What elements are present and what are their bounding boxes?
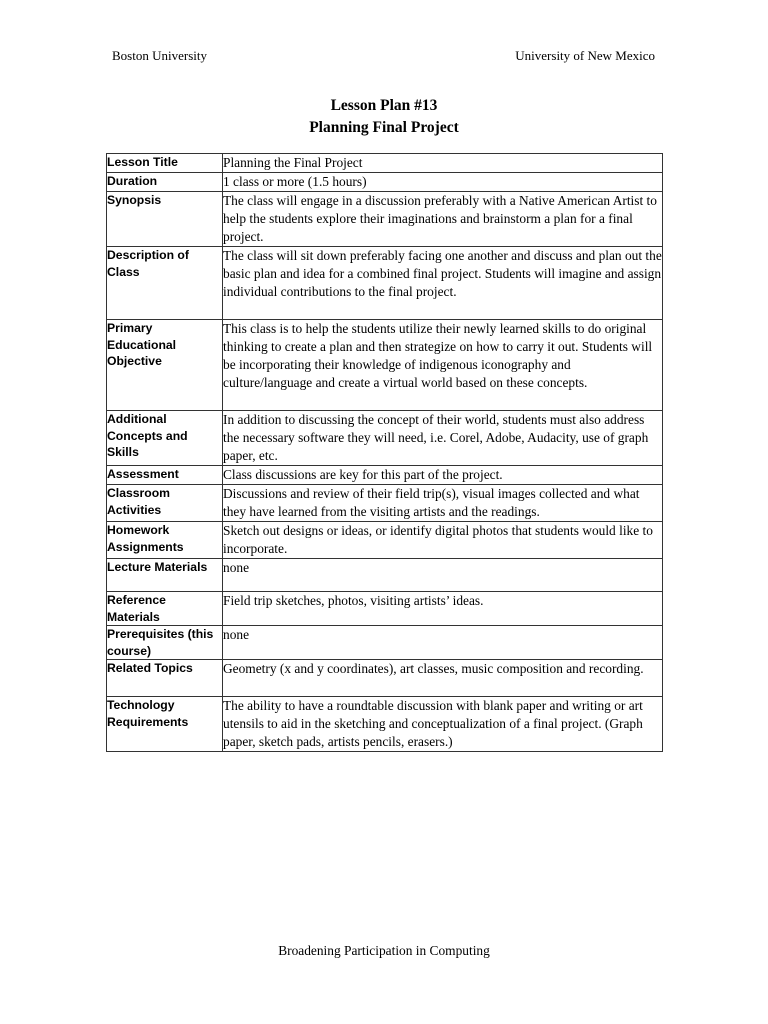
table-row — [107, 485, 663, 522]
table-row — [107, 320, 663, 411]
title-line-1: Lesson Plan #13 — [330, 97, 438, 114]
row-label: Prerequisites (this course) — [107, 626, 223, 660]
row-label: Lesson Title — [107, 154, 223, 173]
row-value: In addition to discussing the concept of their world, students must also address the necessary software they will need, i.e. Corel, Adobe, Audacity, use of graph paper, etc. — [223, 411, 663, 466]
table-row — [107, 522, 663, 559]
row-value: Planning the Final Project — [223, 154, 663, 173]
header-right-institution: University of New Mexico — [515, 48, 655, 63]
row-label: Homework Assignments — [107, 522, 223, 559]
row-label: Duration — [107, 173, 223, 192]
page-footer: Broadening Participation in Computing — [278, 943, 490, 958]
table-row — [107, 626, 663, 660]
row-label: Lecture Materials — [107, 559, 223, 592]
row-label: Description of Class — [107, 247, 223, 320]
title-line-2: Planning Final Project — [309, 119, 459, 136]
table-row — [107, 247, 663, 320]
lesson-plan-table — [106, 153, 663, 752]
document-title — [0, 95, 768, 139]
table-row — [107, 559, 663, 592]
row-value: Discussions and review of their field trip(s), visual images collected and what they have learned from the visiting artists and the readings. — [223, 485, 663, 522]
table-row — [107, 173, 663, 192]
table-row — [107, 154, 663, 173]
table-row — [107, 411, 663, 466]
row-label: Assessment — [107, 466, 223, 485]
row-label: Related Topics — [107, 660, 223, 697]
row-label: Reference Materials — [107, 592, 223, 626]
table-row — [107, 697, 663, 752]
row-value: 1 class or more (1.5 hours) — [223, 173, 663, 192]
table-row — [107, 592, 663, 626]
row-value: Field trip sketches, photos, visiting artists’ ideas. — [223, 592, 663, 626]
row-value: Geometry (x and y coordinates), art classes, music composition and recording. — [223, 660, 663, 697]
table-row — [107, 466, 663, 485]
row-value: The ability to have a roundtable discussion with blank paper and writing or art utensils to aid in the sketching and conceptualization of a final project. (Graph paper, sketch pads, artists pencils, erasers.) — [223, 697, 663, 752]
table-row — [107, 192, 663, 247]
row-label: Synopsis — [107, 192, 223, 247]
row-value: This class is to help the students utilize their newly learned skills to do original thinking to create a plan and then strategize on how to carry it out. Students will be incorporating their knowledge of indigenous iconography and culture/language and create a virtual world based on these concepts. — [223, 320, 663, 411]
row-label: Classroom Activities — [107, 485, 223, 522]
row-value: Class discussions are key for this part of the project. — [223, 466, 663, 485]
row-value: none — [223, 559, 663, 592]
header-left-institution: Boston University — [112, 48, 207, 63]
table-row — [107, 660, 663, 697]
row-value: The class will sit down preferably facing one another and discuss and plan out the basic plan and idea for a combined final project. Students will imagine and assign individual contributions to the final project. — [223, 247, 663, 320]
row-value: Sketch out designs or ideas, or identify digital photos that students would like to incorporate. — [223, 522, 663, 559]
row-label: Primary Educational Objective — [107, 320, 223, 411]
row-label: Technology Requirements — [107, 697, 223, 752]
row-label: Additional Concepts and Skills — [107, 411, 223, 466]
row-value: none — [223, 626, 663, 660]
row-value: The class will engage in a discussion preferably with a Native American Artist to help the students explore their imaginations and brainstorm a plan for a final project. — [223, 192, 663, 247]
